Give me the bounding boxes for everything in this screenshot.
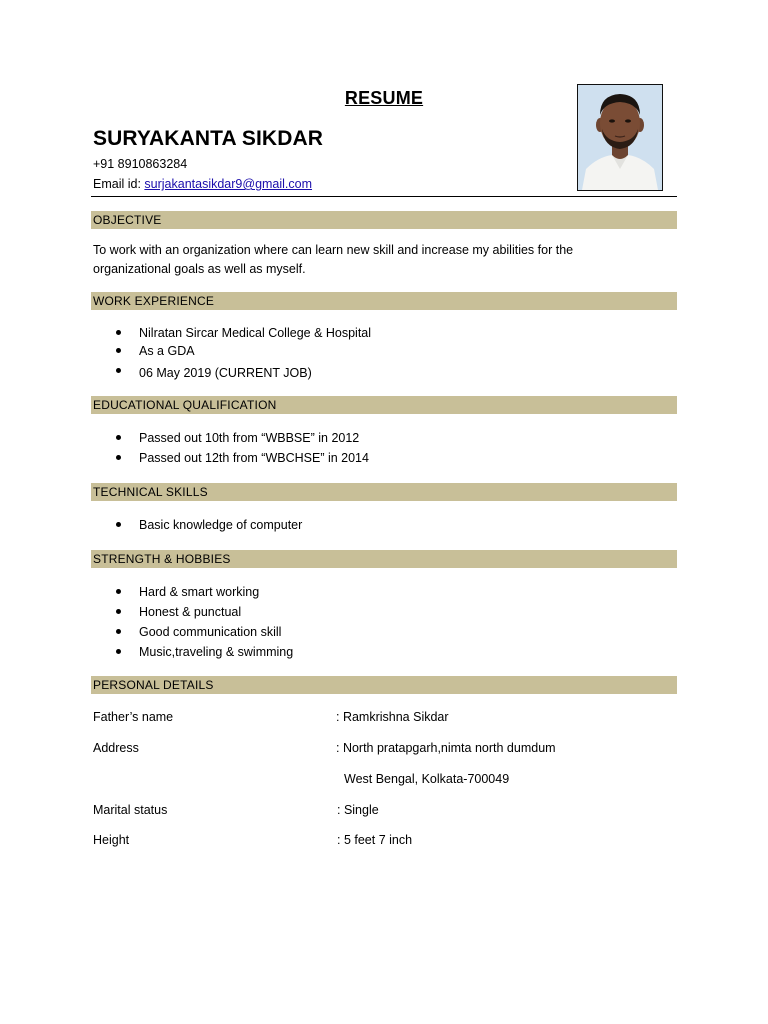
- profile-photo-image: [578, 85, 662, 190]
- section-heading-personal-details: PERSONAL DETAILS: [91, 676, 677, 694]
- list-item: Passed out 12th from “WBCHSE” in 2014: [116, 448, 369, 468]
- list-item: Nilratan Sircar Medical College & Hospital: [116, 323, 371, 341]
- height-value: : 5 feet 7 inch: [337, 833, 413, 847]
- email-label: Email id:: [93, 177, 145, 191]
- objective-line: To work with an organization where can learn new skill and increase my abilities for the: [93, 243, 574, 257]
- phone-number: +91 8910863284: [93, 157, 188, 171]
- address-label: Address: [93, 741, 139, 755]
- resume-title: RESUME: [344, 88, 424, 108]
- list-item: Hard & smart working: [116, 582, 293, 602]
- email-line: [93, 177, 312, 191]
- strength-hobbies-list: [116, 582, 293, 662]
- section-heading-education: EDUCATIONAL QUALIFICATION: [91, 396, 677, 414]
- profile-photo: [577, 84, 663, 191]
- list-item: As a GDA: [116, 341, 371, 361]
- objective-text: [93, 241, 653, 279]
- marital-status-label: Marital status: [93, 803, 168, 817]
- marital-status-value: : Single: [337, 803, 379, 817]
- candidate-name: SURYAKANTA SIKDAR: [93, 127, 323, 150]
- address-line-2: West Bengal, Kolkata-700049: [344, 772, 510, 786]
- address-line-1: : North pratapgarh,nimta north dumdum: [336, 741, 556, 755]
- list-item: Music,traveling & swimming: [116, 642, 293, 662]
- list-item: Good communication skill: [116, 622, 293, 642]
- work-experience-list: [116, 323, 371, 383]
- section-heading-technical-skills: TECHNICAL SKILLS: [91, 483, 677, 501]
- section-heading-strength-hobbies: STRENGTH & HOBBIES: [91, 550, 677, 568]
- section-heading-objective: OBJECTIVE: [91, 211, 677, 229]
- list-item: 06 May 2019 (CURRENT JOB): [116, 361, 371, 383]
- fathers-name-value: : Ramkrishna Sikdar: [336, 710, 449, 724]
- objective-line: organizational goals as well as myself.: [93, 262, 306, 276]
- list-item: Honest & punctual: [116, 602, 293, 622]
- section-heading-work-experience: WORK EXPERIENCE: [91, 292, 677, 310]
- fathers-name-label: Father’s name: [93, 710, 174, 724]
- header-divider: [91, 196, 677, 197]
- height-label: Height: [93, 833, 130, 847]
- list-item: Passed out 10th from “WBBSE” in 2012: [116, 428, 369, 448]
- education-list: [116, 428, 369, 468]
- list-item: Basic knowledge of computer: [116, 515, 302, 535]
- email-link[interactable]: surjakantasikdar9@gmail.com: [144, 177, 313, 191]
- technical-skills-list: [116, 515, 302, 535]
